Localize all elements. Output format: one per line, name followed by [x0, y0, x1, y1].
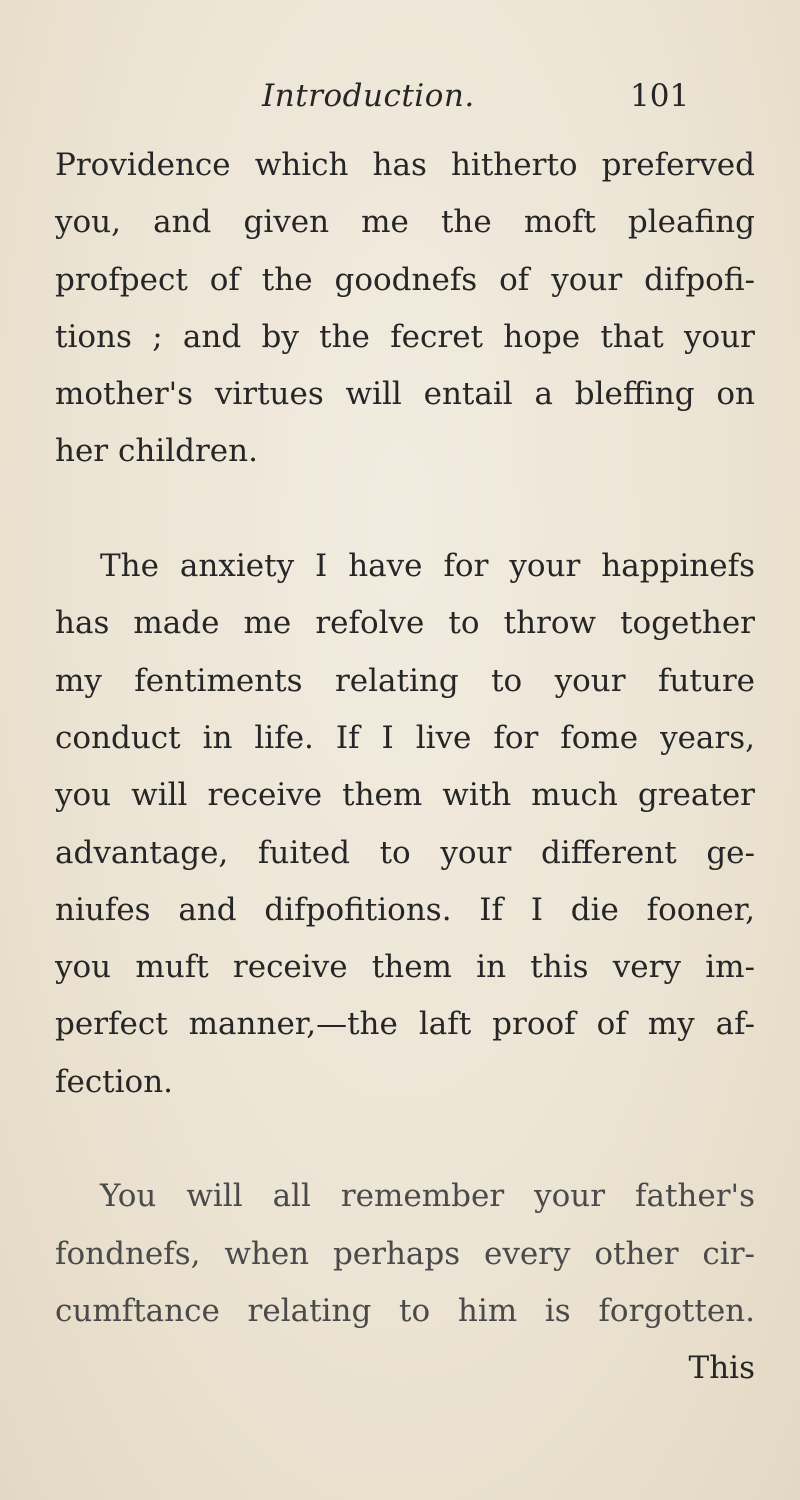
- text-line: you will receive them with much greater: [55, 777, 755, 814]
- text-line: You will all remember your father's: [100, 1178, 755, 1215]
- text-line: advantage, fuited to your different ge-: [55, 834, 755, 871]
- text-line: cumftance relating to him is forgotten.: [55, 1292, 755, 1329]
- text-line: my fentiments relating to your future: [55, 662, 755, 699]
- paragraph-gap: [55, 481, 755, 538]
- catchword: This: [688, 1350, 755, 1387]
- text-line: Providence which has hitherto preferved: [55, 147, 755, 183]
- text-line: you, and given me the moft pleafing: [55, 204, 755, 241]
- text-line: perfect manner,—the laft proof of my af-: [55, 1006, 755, 1043]
- text-line: conduct in life. If I live for fome years,: [55, 719, 755, 756]
- text-line: mother's virtues will entail a bleffing on: [55, 376, 755, 413]
- paragraph-3: [55, 1168, 755, 1340]
- paragraph-gap: [55, 1111, 755, 1168]
- text-line: The anxiety I have for your happinefs: [100, 548, 755, 585]
- paragraph-2: [55, 538, 755, 1111]
- text-line: you muft receive them in this very im-: [55, 949, 755, 986]
- text-line: fondnefs, when perhaps every other cir-: [55, 1235, 755, 1272]
- paragraph-1: [55, 137, 755, 481]
- page-header: [0, 78, 800, 118]
- text-line: fection.: [55, 1063, 174, 1100]
- running-title: Introduction.: [262, 78, 475, 114]
- text-line: tions ; and by the fecret hope that your: [55, 318, 755, 355]
- text-line: niufes and difpofitions. If I die fooner,: [55, 891, 755, 928]
- body-text: [55, 137, 755, 1398]
- page-number: 101: [630, 78, 690, 114]
- text-line: profpect of the goodnefs of your difpofi-: [55, 261, 755, 298]
- text-line: has made me refolve to throw together: [55, 605, 755, 642]
- text-line: her children.: [55, 433, 258, 470]
